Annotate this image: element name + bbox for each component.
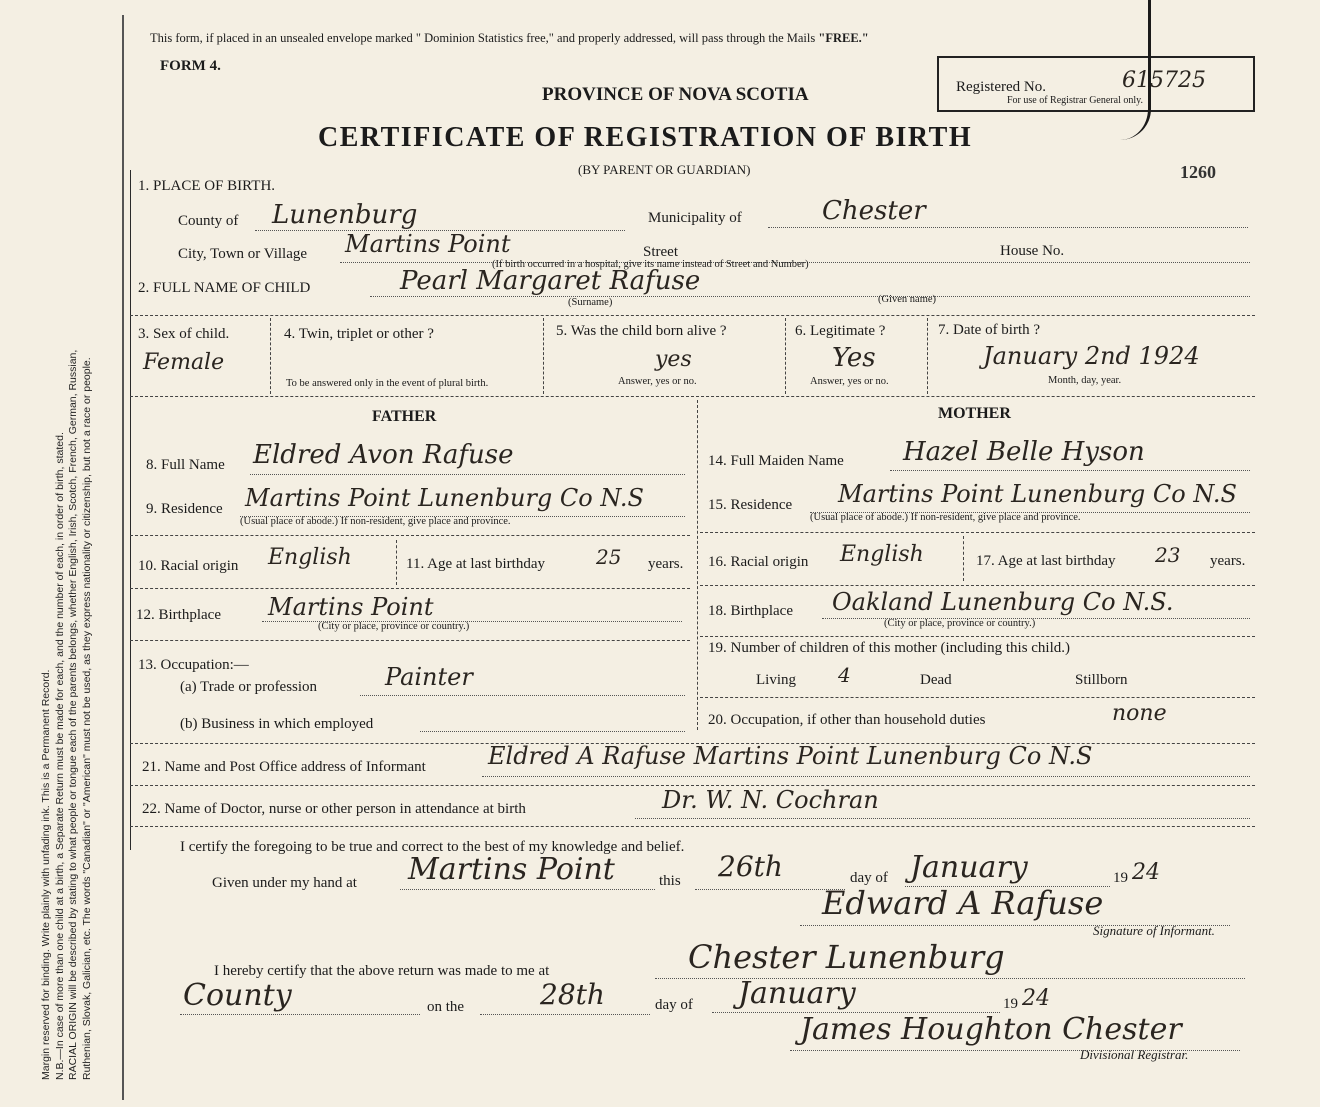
mother-occupation-label: 20. Occupation, if other than household duties [708,712,986,728]
mother-race-divider [963,536,964,581]
county-label: County of [178,213,239,229]
informant-signature-label: Signature of Informant. [1093,923,1215,938]
mail-notice [150,31,869,46]
doctor-label: 22. Name of Doctor, nurse or other person in attendance at birth [142,801,526,817]
father-residence-label: 9. Residence [146,501,223,517]
mother-race-value: English [840,542,924,567]
father-name-line [250,474,685,475]
mother-residence-value: Martins Point Lunenburg Co N.S [838,480,1237,508]
margin-note-3: RACIAL ORIGIN will be described by stating to what people or tongue each of the parents belongs, whether English, Irish, Scotch, French, German, Russian, [67,349,79,1080]
father-trade-label: (a) Trade or profession [180,679,318,695]
stamp-number: 1260 [1180,162,1216,182]
margin-notes [40,70,106,1080]
mother-name-line [890,470,1250,471]
municipality-value: Chester [822,196,926,226]
father-heading: FATHER [372,408,437,425]
dob-value: January 2nd 1924 [983,342,1200,370]
row3-divider-1 [270,318,271,394]
given-day-of-label: day of [850,870,888,886]
mother-rule-4 [700,697,1255,698]
given-label: Given under my hand at [212,875,357,891]
legitimate-label: 6. Legitimate ? [795,323,886,339]
registrar-statement: I hereby certify that the above return was made to me at [214,963,550,979]
father-occupation-label: 13. Occupation:— [138,657,249,673]
given-place-line [400,889,655,890]
mother-birthplace-value: Oakland Lunenburg Co N.S. [832,588,1174,616]
form-number: FORM 4. [160,58,221,74]
given-place-value: Martins Point [408,852,615,887]
given-year-prefix: 19 [1113,870,1128,886]
mother-children-label: 19. Number of children of this mother (including this child.) [708,640,1071,656]
registrar-year-value: 24 [1022,986,1050,1011]
mother-age-unit: years. [1210,553,1246,569]
sex-label: 3. Sex of child. [138,326,230,342]
mother-birthplace-note: (City or place, province or country.) [884,618,1036,629]
page-title: CERTIFICATE OF REGISTRATION OF BIRTH [318,122,973,153]
registered-value: 615725 [1122,68,1206,93]
father-birthplace-label: 12. Birthplace [136,607,221,623]
mother-rule-3 [700,636,1255,637]
informant-value: Eldred A Rafuse Martins Point Lunenburg Co N.S [488,742,1093,770]
registrar-year-prefix: 19 [1003,996,1018,1012]
father-rule-2 [130,588,690,589]
living-label: Living [756,672,796,688]
mother-name-label: 14. Full Maiden Name [708,453,844,469]
street-label: Street [643,244,678,260]
doctor-value: Dr. W. N. Cochran [662,786,879,814]
registrar-county-value: County [183,978,292,1013]
registrar-note: For use of Registrar General only. [1007,95,1143,106]
registrar-place-value: Chester Lunenburg [688,938,1005,976]
legitimate-value: Yes [832,343,876,373]
row3-divider-2 [543,318,544,394]
alive-note: Answer, yes or no. [618,376,697,387]
living-value: 4 [838,663,851,687]
row3-divider-3 [785,318,786,394]
margin-note-1: Margin reserved for binding. Write plainly with unfading ink. This is a Permanent Record. [40,669,52,1080]
mother-rule-2 [700,585,1255,586]
form-left-border [130,170,131,850]
municipality-line [768,227,1248,228]
doctor-line [635,818,1250,819]
registered-label: Registered No. [956,79,1046,95]
parents-divider [697,400,698,730]
mother-race-label: 16. Racial origin [708,554,809,570]
registrar-month-value: January [738,976,856,1011]
father-business-line [420,731,685,732]
father-race-label: 10. Racial origin [138,558,239,574]
father-business-label: (b) Business in which employed [180,716,374,732]
mother-heading: MOTHER [938,405,1011,422]
certify-statement: I certify the foregoing to be true and correct to the best of my knowledge and belief. [180,839,685,855]
page-subtitle: (BY PARENT OR GUARDIAN) [578,162,751,177]
margin-note-2: N.B.—In case of more than one child at a birth, a Separate Return must be made for each, and the number of each, in order of birth, stated. [53,432,66,1080]
mother-residence-note: (Usual place of abode.) If non-resident, give place and province. [810,512,1081,523]
father-rule-1 [130,535,690,536]
mother-rule-1 [700,532,1255,533]
surname-note: (Surname) [568,297,613,308]
informant-label: 21. Name and Post Office address of Informant [142,759,426,775]
mother-age-value: 23 [1155,543,1181,567]
mother-residence-label: 15. Residence [708,497,793,513]
father-rule-3 [130,640,690,641]
place-of-birth-label: 1. PLACE OF BIRTH. [138,178,276,194]
registrar-signature: James Houghton Chester [800,1012,1182,1047]
margin-note-4: Ruthenian, Slovak, Galician, etc. The words "Canadian" or "American" must not be used, as they express nationality or citizenship, but not a race or people. [80,357,93,1080]
child-name-line [370,296,1250,297]
father-trade-value: Painter [385,663,473,691]
registrar-day-line [480,1014,650,1015]
father-name-value: Eldred Avon Rafuse [253,440,514,470]
father-race-value: English [268,545,352,570]
legitimate-note: Answer, yes or no. [810,376,889,387]
ink-stroke [1120,0,1151,140]
dob-label: 7. Date of birth ? [938,322,1041,338]
registered-box [937,56,1255,112]
mother-age-label: 17. Age at last birthday [976,553,1116,569]
mother-name-value: Hazel Belle Hyson [903,437,1145,467]
house-number-label: House No. [1000,243,1065,259]
father-name-label: 8. Full Name [146,457,225,473]
registrar-day-value: 28th [540,978,605,1011]
registrar-county-line [180,1014,420,1015]
informant-signature: Edward A Rafuse [822,884,1104,922]
hospital-note: (If birth occurred in a hospital, give its name instead of Street and Number) [492,259,809,270]
registrar-day-of-label: day of [655,997,693,1013]
row3-divider-4 [927,318,928,394]
stillborn-label: Stillborn [1075,672,1128,688]
father-residence-value: Martins Point Lunenburg Co N.S [245,484,644,512]
row3-bottom-rule [130,396,1255,397]
margin-rule [122,15,124,1100]
father-birthplace-value: Martins Point [268,593,434,621]
given-name-note: (Given name) [878,294,937,305]
mail-notice-free: "FREE." [818,31,869,45]
mail-notice-text: This form, if placed in an unsealed envelope marked " Dominion Statistics free," and properly addressed, will pass through the Mails [150,31,816,45]
this-label: this [659,873,681,889]
alive-value: yes [655,347,692,372]
given-day-value: 26th [718,850,783,883]
municipality-label: Municipality of [648,210,742,226]
father-age-unit: years. [648,556,684,572]
father-age-label: 11. Age at last birthday [406,556,545,572]
row3-top-rule [130,315,1255,316]
province-title: PROVINCE OF NOVA SCOTIA [542,84,809,105]
twin-label: 4. Twin, triplet or other ? [284,326,434,342]
child-name-value: Pearl Margaret Rafuse [400,266,701,296]
father-race-divider [396,540,397,585]
father-birthplace-note: (City or place, province or country.) [318,621,470,632]
child-name-label: 2. FULL NAME OF CHILD [138,280,311,296]
registrar-on-label: on the [427,999,465,1015]
father-age-value: 25 [596,545,622,569]
mother-birthplace-label: 18. Birthplace [708,603,793,619]
twin-note: To be answered only in the event of plural birth. [286,378,489,389]
father-residence-note: (Usual place of abode.) If non-resident, give place and province. [240,516,511,527]
county-value: Lunenburg [272,200,418,230]
mother-occupation-value: none [1112,701,1167,726]
informant-line [482,776,1250,777]
dob-note: Month, day, year. [1048,375,1122,386]
dead-label: Dead [920,672,952,688]
father-trade-line [360,695,685,696]
city-label: City, Town or Village [178,246,308,262]
given-month-value: January [910,850,1028,885]
sex-value: Female [143,350,225,375]
given-year-value: 24 [1132,860,1160,885]
registrar-signature-label: Divisional Registrar. [1080,1047,1189,1062]
alive-label: 5. Was the child born alive ? [556,323,727,339]
city-value: Martins Point [345,230,511,258]
doctor-rule [130,826,1255,827]
